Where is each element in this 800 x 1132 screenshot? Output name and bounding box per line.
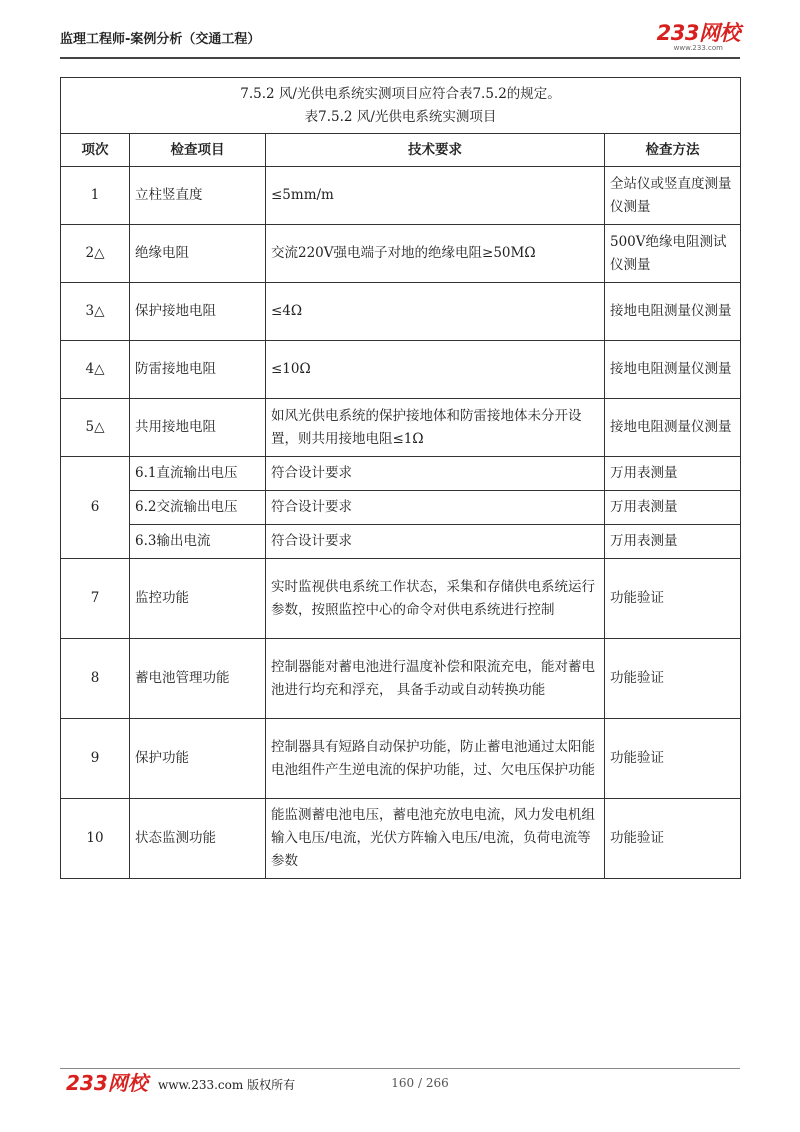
row-item: 绝缘电阻 — [130, 225, 266, 283]
col-header-method: 检查方法 — [605, 134, 741, 167]
table-row — [61, 283, 741, 341]
row-no: 10 — [61, 799, 130, 879]
table-row — [61, 559, 741, 639]
page-footer — [60, 1072, 740, 1096]
row-item: 6.2交流输出电压 — [130, 491, 266, 525]
row-item: 立柱竖直度 — [130, 167, 266, 225]
header-divider — [60, 57, 740, 59]
row-no: 1 — [61, 167, 130, 225]
row-no: 4△ — [61, 341, 130, 399]
row-requirement: 能监测蓄电池电压，蓄电池充放电电流，风力发电机组输入电压/电流，光伏方阵输入电压/电流，负荷电流等参数 — [266, 799, 605, 879]
row-item: 保护接地电阻 — [130, 283, 266, 341]
row-method: 万用表测量 — [605, 491, 741, 525]
header-title: 监理工程师-案例分析（交通工程） — [60, 32, 261, 47]
row-item: 蓄电池管理功能 — [130, 639, 266, 719]
row-requirement: 符合设计要求 — [266, 491, 605, 525]
row-method: 接地电阻测量仪测量 — [605, 399, 741, 457]
brand-logo — [657, 22, 740, 52]
row-item: 6.3输出电流 — [130, 525, 266, 559]
table-row — [61, 399, 741, 457]
row-item: 监控功能 — [130, 559, 266, 639]
table-header-row — [61, 134, 741, 167]
row-item: 保护功能 — [130, 719, 266, 799]
row-item: 6.1直流输出电压 — [130, 457, 266, 491]
row-requirement: 交流220V强电端子对地的绝缘电阻≥50MΩ — [266, 225, 605, 283]
row-no: 9 — [61, 719, 130, 799]
table-row — [61, 457, 741, 491]
table-caption — [61, 78, 741, 134]
col-header-requirement: 技术要求 — [266, 134, 605, 167]
caption-line-2: 表7.5.2 风/光供电系统实测项目 — [304, 108, 497, 125]
row-requirement: 实时监视供电系统工作状态，采集和存储供电系统运行参数，按照监控中心的命令对供电系统进行控制 — [266, 559, 605, 639]
row-requirement: 控制器能对蓄电池进行温度补偿和限流充电，能对蓄电池进行均充和浮充， 具备手动或自动转换功能 — [266, 639, 605, 719]
row-method: 万用表测量 — [605, 457, 741, 491]
table-row — [61, 225, 741, 283]
footer-copyright: www.233.com 版权所有 — [158, 1078, 296, 1092]
table-row — [61, 525, 741, 559]
row-method: 功能验证 — [605, 719, 741, 799]
row-method: 功能验证 — [605, 639, 741, 719]
row-method: 功能验证 — [605, 799, 741, 879]
table-row — [61, 167, 741, 225]
row-method: 全站仪或竖直度测量仪测量 — [605, 167, 741, 225]
table-caption-row — [61, 78, 741, 134]
page-header — [60, 22, 740, 58]
row-item: 防雷接地电阻 — [130, 341, 266, 399]
logo-url: www.233.com — [673, 44, 723, 52]
table-row — [61, 639, 741, 719]
row-no: 6 — [61, 457, 130, 559]
row-item: 共用接地电阻 — [130, 399, 266, 457]
row-requirement: 控制器具有短路自动保护功能，防止蓄电池通过太阳能电池组件产生逆电流的保护功能，过、欠电压保护功能 — [266, 719, 605, 799]
footer-divider — [60, 1068, 740, 1069]
col-header-no: 项次 — [61, 134, 130, 167]
row-no: 8 — [61, 639, 130, 719]
footer-logo: 233网校 — [66, 1071, 148, 1095]
row-requirement: ≤5mm/m — [266, 167, 605, 225]
row-no: 7 — [61, 559, 130, 639]
row-no: 2△ — [61, 225, 130, 283]
table-row — [61, 719, 741, 799]
row-method: 功能验证 — [605, 559, 741, 639]
row-no: 3△ — [61, 283, 130, 341]
logo-text: 233网校 — [656, 21, 740, 45]
table-row — [61, 799, 741, 879]
row-item: 状态监测功能 — [130, 799, 266, 879]
page-number: 160 / 266 — [391, 1076, 449, 1090]
row-requirement: ≤4Ω — [266, 283, 605, 341]
table-row — [61, 341, 741, 399]
row-requirement: 符合设计要求 — [266, 525, 605, 559]
row-method: 万用表测量 — [605, 525, 741, 559]
inspection-table — [60, 77, 741, 879]
row-method: 500V绝缘电阻测试仪测量 — [605, 225, 741, 283]
table-row — [61, 491, 741, 525]
row-method: 接地电阻测量仪测量 — [605, 341, 741, 399]
row-requirement: 如风光供电系统的保护接地体和防雷接地体未分开设置，则共用接地电阻≤1Ω — [266, 399, 605, 457]
row-method: 接地电阻测量仪测量 — [605, 283, 741, 341]
row-no: 5△ — [61, 399, 130, 457]
col-header-item: 检查项目 — [130, 134, 266, 167]
row-requirement: 符合设计要求 — [266, 457, 605, 491]
caption-line-1: 7.5.2 风/光供电系统实测项目应符合表7.5.2的规定。 — [240, 85, 561, 102]
row-requirement: ≤10Ω — [266, 341, 605, 399]
